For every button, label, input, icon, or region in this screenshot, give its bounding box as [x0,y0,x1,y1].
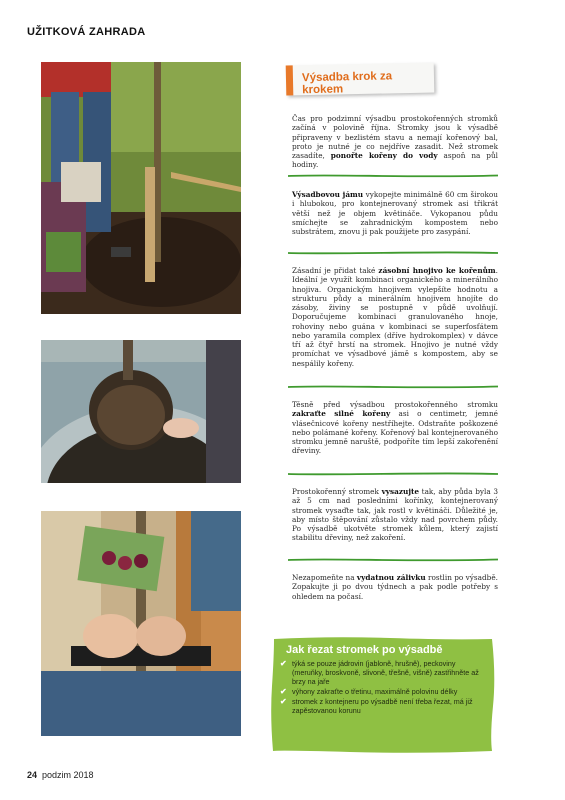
green-divider [288,471,498,477]
photo-tying-tree-to-stake [41,511,241,736]
tip-box-title: Jak řezat stromek po výsadbě [286,644,443,656]
checkmark-icon: ✔ [280,687,287,696]
photo-digging-planting-hole [41,62,241,314]
green-divider [288,250,498,256]
tip-list [280,659,488,716]
step-paragraph-3: Zásadní je přidat také zásobní hnojivo ke kořenům. Ideální je využít kombinaci organického a minerálního hnojiva. Organickým hnojivem vylepšíte hodnotu a strukturu půdy a minerálním hnojivem hnojíte do zásoby, živiny se postupně v půdě uvolňují. Doporučujeme kombinaci granulovaného hnoje, rohoviny nebo guána v kombinaci se superfosfátem nebo yaramila complex (dříve hydrokomplex) v dávce tří až čtyř hrstí na stromek. Hnojivo je nutné vždy promíchat ve výsadbové jámě s kompostem, aby se nespálily kořeny. [292,266,498,368]
step-paragraph-4: Těsně před výsadbou prostokořenného stromku zakraťte silné kořeny asi o centimetr, jemné vlásečnicové kořeny nestříhejte. Odstraňte poškozené nebo polámané kořeny. Kořenový bal kontejnerovaného stromku jemně naruště, podpoříte tím lepší zakořenění dřeviny. [292,400,498,456]
step-paragraph-6: Nezapomeňte na vydatnou zálivku rostlin po výsadbě. Zopakujte ji po dvou týdnech a pak podle potřeby s ohledem na počasí. [292,573,498,601]
green-divider [288,557,498,563]
page-number: 24 [27,770,38,780]
green-divider [288,384,498,390]
page-footer [27,770,94,780]
step-paragraph-5: Prostokořenný stromek vysazujte tak, aby půda byla 3 až 5 cm nad posledními kořínky, kontejnerovaný stromek vysaďte tak, jak rostl v květináči. Důležité je, aby místo štěpování zůstalo vždy nad povrchem půdy. Po výsadbě ukotvěte stromek kůlem, který zajistí stabilitu dřeviny, než zakoření. [292,487,498,543]
pruning-tip-box [270,636,496,754]
tip-item: ✔ týká se pouze jádrovin (jabloně, hrušně), peckoviny (meruňky, broskvoně, slivoně, třešně, višně) zastřihněte až brzy na jaře [280,659,479,686]
checkmark-icon: ✔ [280,697,287,706]
section-title: UŽITKOVÁ ZAHRADA [27,26,146,38]
banner-accent [286,65,294,95]
green-divider [288,173,498,179]
photo-roots-in-bucket [41,340,241,483]
steps-banner [286,62,435,95]
issue-label: podzim 2018 [42,770,94,780]
tip-item: ✔ výhony zakraťte o třetinu, maximálně polovinu délky [280,687,458,696]
step-paragraph-2: Výsadbovou jámu vykopejte minimálně 60 cm širokou i hlubokou, pro kontejnerovaný stromek asi třikrát větší než je objem květináče. Vykopanou půdu smíchejte se zahradnickým kompostem nebo substrátem, znovu ji pak použijete pro zasypání. [292,190,498,237]
tip-item: ✔ stromek z kontejneru po výsadbě není třeba řezat, má již zapěstovanou korunu [280,697,473,715]
checkmark-icon: ✔ [280,659,287,668]
banner-title: Výsadba krok za krokem [301,70,393,97]
step-paragraph-1: Čas pro podzimní výsadbu prostokořenných stromků začíná v polovině října. Stromky jsou k výsadbě připraveny v bezlistém stavu a nemají kořenový bal, proto je nutné je co nejdříve zasadit. Než stromek zasadíte, ponořte kořeny do vody aspoň na půl hodiny. [292,114,498,170]
